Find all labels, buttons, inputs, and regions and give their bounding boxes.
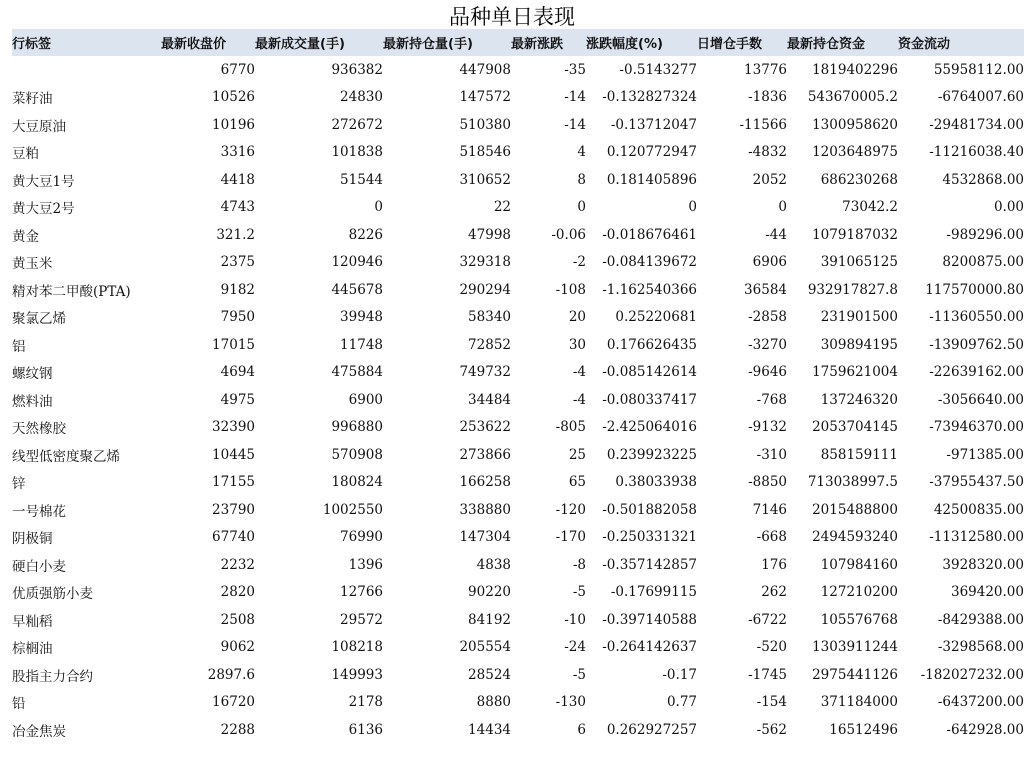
- open-interest-cell[interactable]: 47998: [468, 226, 511, 243]
- oi-change-cell[interactable]: 13776: [744, 61, 787, 78]
- change-percent-cell[interactable]: -2.425064016: [602, 419, 697, 436]
- row-label-cell[interactable]: 硬白小麦: [12, 558, 66, 575]
- change-cell[interactable]: -170: [555, 529, 586, 546]
- capital-flow-cell[interactable]: -73946370.00: [929, 419, 1024, 436]
- oi-change-cell[interactable]: 36584: [744, 281, 787, 298]
- close-price-cell[interactable]: 4418: [220, 171, 255, 188]
- capital-flow-cell[interactable]: -29481734.00: [929, 116, 1024, 133]
- oi-change-cell[interactable]: 0: [778, 199, 787, 216]
- capital-flow-cell[interactable]: -11360550.00: [929, 309, 1024, 326]
- change-cell[interactable]: -130: [555, 694, 586, 711]
- row-label-cell[interactable]: 黄大豆2号: [12, 201, 75, 218]
- oi-capital-cell[interactable]: 2494593240: [812, 529, 898, 546]
- change-percent-cell[interactable]: -0.5143277: [619, 61, 697, 78]
- table-row: [12, 606, 1024, 634]
- change-percent-cell[interactable]: -0.501882058: [602, 501, 697, 518]
- volume-cell[interactable]: 76990: [340, 529, 383, 546]
- volume-cell[interactable]: 29572: [340, 611, 383, 628]
- open-interest-cell[interactable]: 518546: [459, 144, 511, 161]
- change-cell[interactable]: 20: [568, 309, 586, 326]
- oi-capital-cell[interactable]: 2015488800: [812, 501, 898, 518]
- table-row: [12, 579, 1024, 607]
- oi-capital-cell[interactable]: 309894195: [820, 336, 898, 353]
- change-percent-cell[interactable]: -0.17: [662, 666, 697, 683]
- oi-capital-cell[interactable]: 1203648975: [812, 144, 898, 161]
- capital-flow-cell[interactable]: 117570000.80: [925, 281, 1024, 298]
- oi-capital-cell[interactable]: 2053704145: [812, 419, 898, 436]
- capital-flow-cell[interactable]: -971385.00: [946, 446, 1024, 463]
- table-row: [12, 84, 1024, 112]
- open-interest-cell[interactable]: 58340: [468, 309, 511, 326]
- change-cell[interactable]: -4: [572, 364, 586, 381]
- row-label-cell[interactable]: 天然橡胶: [12, 421, 66, 438]
- oi-change-cell[interactable]: 2052: [752, 171, 787, 188]
- capital-flow-cell[interactable]: -6437200.00: [937, 694, 1024, 711]
- table-row: [12, 221, 1024, 249]
- change-cell[interactable]: -8: [572, 556, 586, 573]
- close-price-cell[interactable]: 2897.6: [207, 666, 255, 683]
- open-interest-cell[interactable]: 14434: [468, 721, 511, 738]
- table-row: [12, 689, 1024, 717]
- header-volume[interactable]: 最新成交量(手): [255, 29, 383, 56]
- close-price-cell[interactable]: 17155: [212, 474, 255, 491]
- row-label-cell[interactable]: 聚氯乙烯: [12, 311, 66, 328]
- open-interest-cell[interactable]: 22: [493, 199, 511, 216]
- table-row: [12, 111, 1024, 139]
- change-cell[interactable]: 6: [577, 721, 586, 738]
- table-row: [12, 661, 1024, 689]
- oi-change-cell[interactable]: -1745: [748, 666, 787, 683]
- change-cell[interactable]: -24: [564, 639, 586, 656]
- capital-flow-cell[interactable]: -3298568.00: [937, 639, 1024, 656]
- change-percent-cell[interactable]: -0.132827324: [602, 89, 697, 106]
- table-row: [12, 166, 1024, 194]
- header-row-label[interactable]: 行标签: [12, 29, 161, 56]
- header-open-interest[interactable]: 最新持仓量(手): [383, 29, 511, 56]
- row-label-cell[interactable]: 阴极铜: [12, 531, 53, 548]
- open-interest-cell[interactable]: 147572: [459, 89, 511, 106]
- header-capital-flow[interactable]: 资金流动: [898, 29, 1024, 56]
- open-interest-cell[interactable]: 8880: [476, 694, 511, 711]
- close-price-cell[interactable]: 23790: [212, 501, 255, 518]
- close-price-cell[interactable]: 4743: [220, 199, 255, 216]
- close-price-cell[interactable]: 2232: [220, 556, 255, 573]
- change-percent-cell[interactable]: -0.018676461: [602, 226, 697, 243]
- table-row: [12, 139, 1024, 167]
- close-price-cell[interactable]: 9182: [220, 281, 255, 298]
- close-price-cell[interactable]: 6770: [220, 61, 255, 78]
- capital-flow-cell[interactable]: 369420.00: [950, 584, 1024, 601]
- oi-capital-cell[interactable]: 1759621004: [812, 364, 898, 381]
- capital-flow-cell[interactable]: -3056640.00: [937, 391, 1024, 408]
- open-interest-cell[interactable]: 253622: [459, 419, 511, 436]
- open-interest-cell[interactable]: 338880: [459, 501, 511, 518]
- performance-table: [12, 29, 1024, 744]
- oi-change-cell[interactable]: -6722: [748, 611, 787, 628]
- oi-capital-cell[interactable]: 543670005.2: [807, 89, 898, 106]
- volume-cell[interactable]: 1396: [348, 556, 383, 573]
- change-percent-cell[interactable]: 0.239923225: [606, 446, 697, 463]
- sheet-title: 品种单日表现: [449, 5, 575, 29]
- close-price-cell[interactable]: 67740: [212, 529, 255, 546]
- open-interest-cell[interactable]: 329318: [459, 254, 511, 271]
- oi-capital-cell[interactable]: 858159111: [820, 446, 898, 463]
- oi-change-cell[interactable]: -44: [765, 226, 787, 243]
- volume-cell[interactable]: 11748: [340, 336, 383, 353]
- change-percent-cell[interactable]: 0.176626435: [606, 336, 697, 353]
- change-cell[interactable]: -5: [572, 584, 586, 601]
- capital-flow-cell[interactable]: 8200875.00: [942, 254, 1024, 271]
- table-row: [12, 469, 1024, 497]
- open-interest-cell[interactable]: 34484: [468, 391, 511, 408]
- table-row: [12, 551, 1024, 579]
- row-label-cell[interactable]: 黄大豆1号: [12, 173, 75, 190]
- change-cell[interactable]: -14: [564, 89, 586, 106]
- change-cell[interactable]: -2: [572, 254, 586, 271]
- capital-flow-cell[interactable]: 0.00: [993, 199, 1024, 216]
- oi-capital-cell[interactable]: 105576768: [820, 611, 898, 628]
- oi-change-cell[interactable]: -668: [756, 529, 787, 546]
- oi-change-cell[interactable]: -2858: [748, 309, 787, 326]
- volume-cell[interactable]: 570908: [331, 446, 383, 463]
- oi-capital-cell[interactable]: 127210200: [820, 584, 898, 601]
- change-percent-cell[interactable]: 0.77: [666, 694, 697, 711]
- oi-capital-cell[interactable]: 107984160: [820, 556, 898, 573]
- volume-cell[interactable]: 2178: [348, 694, 383, 711]
- volume-cell[interactable]: 996880: [331, 419, 383, 436]
- table-row: [12, 524, 1024, 552]
- open-interest-cell[interactable]: 166258: [459, 474, 511, 491]
- change-percent-cell[interactable]: 0: [688, 199, 697, 216]
- open-interest-cell[interactable]: 205554: [459, 639, 511, 656]
- table-row: [12, 194, 1024, 222]
- change-percent-cell[interactable]: -0.17699115: [610, 584, 697, 601]
- oi-capital-cell[interactable]: 713038997.5: [807, 474, 898, 491]
- close-price-cell[interactable]: 32390: [212, 419, 255, 436]
- volume-cell[interactable]: 475884: [331, 364, 383, 381]
- table-row: [12, 716, 1024, 744]
- header-oi-change[interactable]: 日增仓手数: [697, 29, 787, 56]
- table-row: [12, 414, 1024, 442]
- volume-cell[interactable]: 6900: [348, 391, 383, 408]
- change-percent-cell[interactable]: 0.262927257: [606, 721, 697, 738]
- table-body: [12, 56, 1024, 744]
- oi-capital-cell[interactable]: 371184000: [820, 694, 898, 711]
- oi-capital-cell[interactable]: 137246320: [820, 391, 898, 408]
- capital-flow-cell[interactable]: -8429388.00: [937, 611, 1024, 628]
- change-cell[interactable]: -35: [564, 61, 586, 78]
- oi-capital-cell[interactable]: 231901500: [820, 309, 898, 326]
- capital-flow-cell[interactable]: -37955437.50: [929, 474, 1024, 491]
- oi-capital-cell[interactable]: 686230268: [820, 171, 898, 188]
- close-price-cell[interactable]: 2508: [220, 611, 255, 628]
- table-row: [12, 56, 1024, 84]
- change-cell[interactable]: 25: [568, 446, 586, 463]
- open-interest-cell[interactable]: 90220: [468, 584, 511, 601]
- open-interest-cell[interactable]: 72852: [468, 336, 511, 353]
- change-percent-cell[interactable]: -0.397140588: [602, 611, 697, 628]
- change-cell[interactable]: -5: [572, 666, 586, 683]
- row-label-cell[interactable]: 大豆原油: [12, 118, 66, 135]
- change-cell[interactable]: -4: [572, 391, 586, 408]
- change-cell[interactable]: 0: [577, 199, 586, 216]
- volume-cell[interactable]: 6136: [348, 721, 383, 738]
- close-price-cell[interactable]: 10196: [212, 116, 255, 133]
- row-label-cell[interactable]: 优质强筋小麦: [12, 586, 93, 603]
- oi-capital-cell[interactable]: 1819402296: [812, 61, 898, 78]
- change-percent-cell[interactable]: -0.085142614: [602, 364, 697, 381]
- volume-cell[interactable]: 51544: [340, 171, 383, 188]
- capital-flow-cell[interactable]: -989296.00: [946, 226, 1024, 243]
- open-interest-cell[interactable]: 290294: [459, 281, 511, 298]
- change-percent-cell[interactable]: -0.080337417: [602, 391, 697, 408]
- capital-flow-cell[interactable]: -13909762.50: [929, 336, 1024, 353]
- oi-capital-cell[interactable]: 73042.2: [842, 199, 898, 216]
- open-interest-cell[interactable]: 147304: [459, 529, 511, 546]
- row-label-cell[interactable]: 线型低密度聚乙烯: [12, 448, 120, 465]
- row-label-cell[interactable]: 股指主力合约: [12, 668, 93, 685]
- volume-cell[interactable]: 1002550: [322, 501, 383, 518]
- change-percent-cell[interactable]: -1.162540366: [602, 281, 697, 298]
- oi-change-cell[interactable]: -9132: [748, 419, 787, 436]
- table-row: [12, 331, 1024, 359]
- oi-capital-cell[interactable]: 932917827.8: [807, 281, 898, 298]
- table-row: [12, 496, 1024, 524]
- close-price-cell[interactable]: 321.2: [216, 226, 255, 243]
- row-label-cell[interactable]: 豆粕: [12, 146, 39, 163]
- volume-cell[interactable]: 12766: [340, 584, 383, 601]
- row-label-cell[interactable]: [12, 56, 161, 84]
- capital-flow-cell[interactable]: -6764007.60: [937, 89, 1024, 106]
- change-percent-cell[interactable]: -0.084139672: [602, 254, 697, 271]
- change-percent-cell[interactable]: -0.250331321: [602, 529, 697, 546]
- volume-cell[interactable]: 936382: [331, 61, 383, 78]
- oi-change-cell[interactable]: -520: [756, 639, 787, 656]
- open-interest-cell[interactable]: 273866: [459, 446, 511, 463]
- oi-change-cell[interactable]: -8850: [748, 474, 787, 491]
- change-cell[interactable]: 65: [568, 474, 586, 491]
- open-interest-cell[interactable]: 4838: [476, 556, 511, 573]
- table-row: [12, 634, 1024, 662]
- capital-flow-cell[interactable]: -642928.00: [946, 721, 1024, 738]
- row-label-cell[interactable]: 精对苯二甲酸(PTA): [12, 283, 131, 300]
- volume-cell[interactable]: 0: [374, 199, 383, 216]
- volume-cell[interactable]: 149993: [331, 666, 383, 683]
- oi-change-cell[interactable]: -768: [756, 391, 787, 408]
- oi-change-cell[interactable]: -11566: [739, 116, 787, 133]
- table-row: [12, 386, 1024, 414]
- oi-change-cell[interactable]: -4832: [748, 144, 787, 161]
- row-label-cell[interactable]: 燃料油: [12, 393, 53, 410]
- oi-change-cell[interactable]: 7146: [752, 501, 787, 518]
- close-price-cell[interactable]: 4694: [220, 364, 255, 381]
- open-interest-cell[interactable]: 28524: [468, 666, 511, 683]
- open-interest-cell[interactable]: 84192: [468, 611, 511, 628]
- change-percent-cell[interactable]: -0.264142637: [602, 639, 697, 656]
- oi-change-cell[interactable]: 6906: [752, 254, 787, 271]
- volume-cell[interactable]: 24830: [340, 89, 383, 106]
- close-price-cell[interactable]: 3316: [220, 144, 255, 161]
- close-price-cell[interactable]: 10445: [212, 446, 255, 463]
- open-interest-cell[interactable]: 510380: [459, 116, 511, 133]
- header-close-price[interactable]: 最新收盘价: [161, 29, 255, 56]
- table-row: [12, 441, 1024, 469]
- volume-cell[interactable]: 120946: [331, 254, 383, 271]
- capital-flow-cell[interactable]: 3928320.00: [942, 556, 1024, 573]
- change-percent-cell[interactable]: 0.25220681: [615, 309, 697, 326]
- capital-flow-cell[interactable]: -22639162.00: [929, 364, 1024, 381]
- header-row: [12, 29, 1024, 56]
- change-cell[interactable]: -805: [555, 419, 586, 436]
- oi-change-cell[interactable]: -310: [756, 446, 787, 463]
- close-price-cell[interactable]: 16720: [212, 694, 255, 711]
- change-cell[interactable]: 8: [577, 171, 586, 188]
- oi-change-cell[interactable]: -9646: [748, 364, 787, 381]
- change-percent-cell[interactable]: 0.38033938: [615, 474, 697, 491]
- capital-flow-cell[interactable]: -11216038.40: [929, 144, 1024, 161]
- change-percent-cell[interactable]: 0.120772947: [606, 144, 697, 161]
- change-percent-cell[interactable]: 0.181405896: [606, 171, 697, 188]
- change-cell[interactable]: 4: [577, 144, 586, 161]
- change-cell[interactable]: -0.06: [551, 226, 586, 243]
- open-interest-cell[interactable]: 749732: [459, 364, 511, 381]
- oi-capital-cell[interactable]: 2975441126: [812, 666, 898, 683]
- capital-flow-cell[interactable]: 4532868.00: [942, 171, 1024, 188]
- volume-cell[interactable]: 108218: [331, 639, 383, 656]
- table-row: [12, 249, 1024, 277]
- change-cell[interactable]: -10: [564, 611, 586, 628]
- close-price-cell[interactable]: 10526: [212, 89, 255, 106]
- capital-flow-cell[interactable]: -11312580.00: [929, 529, 1024, 546]
- header-oi-capital[interactable]: 最新持仓资金: [787, 29, 898, 56]
- volume-cell[interactable]: 445678: [331, 281, 383, 298]
- open-interest-cell[interactable]: 310652: [459, 171, 511, 188]
- change-cell[interactable]: -120: [555, 501, 586, 518]
- header-change-percent[interactable]: 涨跌幅度(%): [586, 29, 697, 56]
- row-label-cell[interactable]: 黄金: [12, 228, 39, 245]
- row-label-cell[interactable]: 黄玉米: [12, 256, 53, 273]
- oi-capital-cell[interactable]: 1079187032: [812, 226, 898, 243]
- capital-flow-cell[interactable]: 42500835.00: [933, 501, 1024, 518]
- volume-cell[interactable]: 8226: [348, 226, 383, 243]
- row-label-cell[interactable]: 棕榈油: [12, 641, 53, 658]
- row-label-cell[interactable]: 一号棉花: [12, 503, 66, 520]
- oi-capital-cell[interactable]: 16512496: [829, 721, 898, 738]
- row-label-cell[interactable]: 早籼稻: [12, 613, 53, 630]
- change-cell[interactable]: 30: [568, 336, 586, 353]
- row-label-cell[interactable]: 螺纹钢: [12, 366, 53, 383]
- volume-cell[interactable]: 101838: [331, 144, 383, 161]
- table-row: [12, 304, 1024, 332]
- row-label-cell[interactable]: 菜籽油: [12, 91, 53, 108]
- close-price-cell[interactable]: 17015: [212, 336, 255, 353]
- close-price-cell[interactable]: 9062: [220, 639, 255, 656]
- volume-cell[interactable]: 272672: [331, 116, 383, 133]
- volume-cell[interactable]: 180824: [331, 474, 383, 491]
- row-label-cell[interactable]: 锌: [12, 476, 26, 493]
- header-change[interactable]: 最新涨跌: [511, 29, 586, 56]
- oi-change-cell[interactable]: 262: [761, 584, 787, 601]
- close-price-cell[interactable]: 7950: [220, 309, 255, 326]
- oi-change-cell[interactable]: -562: [756, 721, 787, 738]
- close-price-cell[interactable]: 2820: [220, 584, 255, 601]
- change-percent-cell[interactable]: -0.13712047: [610, 116, 697, 133]
- row-label-cell[interactable]: 铝: [12, 338, 26, 355]
- oi-change-cell[interactable]: -3270: [748, 336, 787, 353]
- oi-change-cell[interactable]: -154: [756, 694, 787, 711]
- volume-cell[interactable]: 39948: [340, 309, 383, 326]
- oi-capital-cell[interactable]: 391065125: [820, 254, 898, 271]
- row-label-cell[interactable]: 铅: [12, 696, 26, 713]
- row-label-cell[interactable]: 冶金焦炭: [12, 723, 66, 740]
- change-cell[interactable]: -14: [564, 116, 586, 133]
- close-price-cell[interactable]: 4975: [220, 391, 255, 408]
- capital-flow-cell[interactable]: -182027232.00: [920, 666, 1024, 683]
- oi-change-cell[interactable]: -1836: [748, 89, 787, 106]
- close-price-cell[interactable]: 2375: [220, 254, 255, 271]
- oi-change-cell[interactable]: 176: [761, 556, 787, 573]
- table-row: [12, 276, 1024, 304]
- open-interest-cell[interactable]: 447908: [459, 61, 511, 78]
- capital-flow-cell[interactable]: 55958112.00: [933, 61, 1024, 78]
- oi-capital-cell[interactable]: 1303911244: [812, 639, 898, 656]
- table-row: [12, 359, 1024, 387]
- change-cell[interactable]: -108: [555, 281, 586, 298]
- oi-capital-cell[interactable]: 1300958620: [812, 116, 898, 133]
- close-price-cell[interactable]: 2288: [220, 721, 255, 738]
- change-percent-cell[interactable]: -0.357142857: [602, 556, 697, 573]
